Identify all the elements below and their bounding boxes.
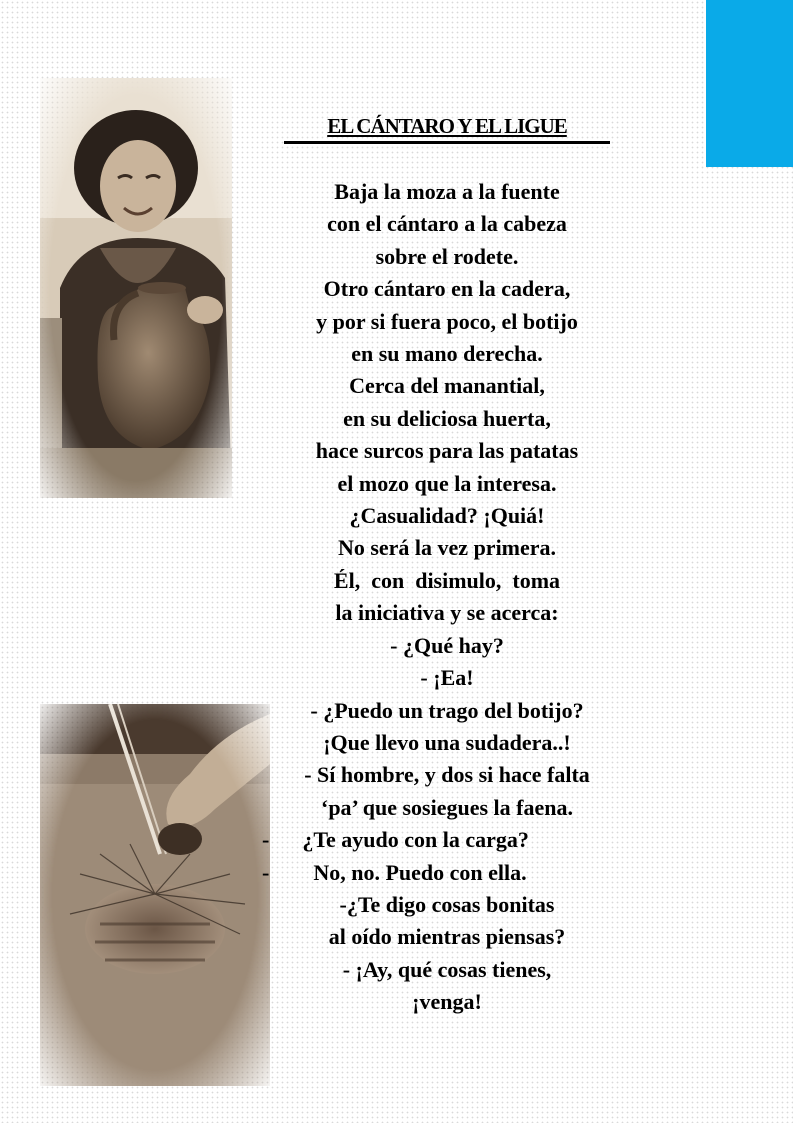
poem-line: -¿Te digo cosas bonitas <box>339 891 555 917</box>
poem-line: hace surcos para las patatas <box>315 438 579 464</box>
poem-line: - Sí hombre, y dos si hace falta <box>304 762 590 788</box>
poem-line: en su mano derecha. <box>351 341 543 367</box>
poem-line: al oído mientras piensas? <box>328 924 566 950</box>
poem-line: Él, con disimulo, toma <box>333 567 561 593</box>
poem-line: con el cántaro a la cabeza <box>327 211 567 237</box>
poem-line: sobre el rodete. <box>375 243 519 269</box>
poem-line: - ¡Ea! <box>420 665 474 691</box>
poem-line: ‘pa’ que sosiegues la faena. <box>321 794 573 820</box>
poem-line: ¡venga! <box>412 989 482 1015</box>
poem-line: - ¡Ay, qué cosas tienes, <box>342 956 552 982</box>
poem-line: Cerca del manantial, <box>349 373 545 399</box>
poem-line: ¡Que llevo una sudadera..! <box>323 729 571 755</box>
poem-line: Baja la moza a la fuente <box>334 179 560 204</box>
accent-bar <box>706 0 793 167</box>
poem-line: en su deliciosa huerta, <box>343 405 551 431</box>
poem-line: - ¿Puedo un trago del botijo? <box>310 697 584 723</box>
hand-pouring-water-from-jug-photo <box>40 704 270 1086</box>
poem-line: el mozo que la interesa. <box>337 470 557 496</box>
poem-line: ¿Casualidad? ¡Quiá! <box>349 503 545 529</box>
poem-line: - ¿Qué hay? <box>390 632 504 658</box>
smiling-woman-with-clay-jug-photo <box>40 78 232 498</box>
poem-line: - ¿Te ayudo con la carga? <box>262 827 529 853</box>
poem-line: la iniciativa y se acerca: <box>335 600 559 626</box>
poem-line: y por si fuera poco, el botijo <box>316 308 578 334</box>
poem-title: EL CÁNTARO Y EL LIGUE <box>284 113 610 144</box>
poem-line: - No, no. Puedo con ella. <box>262 859 527 885</box>
poem-body <box>262 176 632 1019</box>
poem-line: No será la vez primera. <box>337 535 557 561</box>
poem-line: Otro cántaro en la cadera, <box>323 276 571 302</box>
